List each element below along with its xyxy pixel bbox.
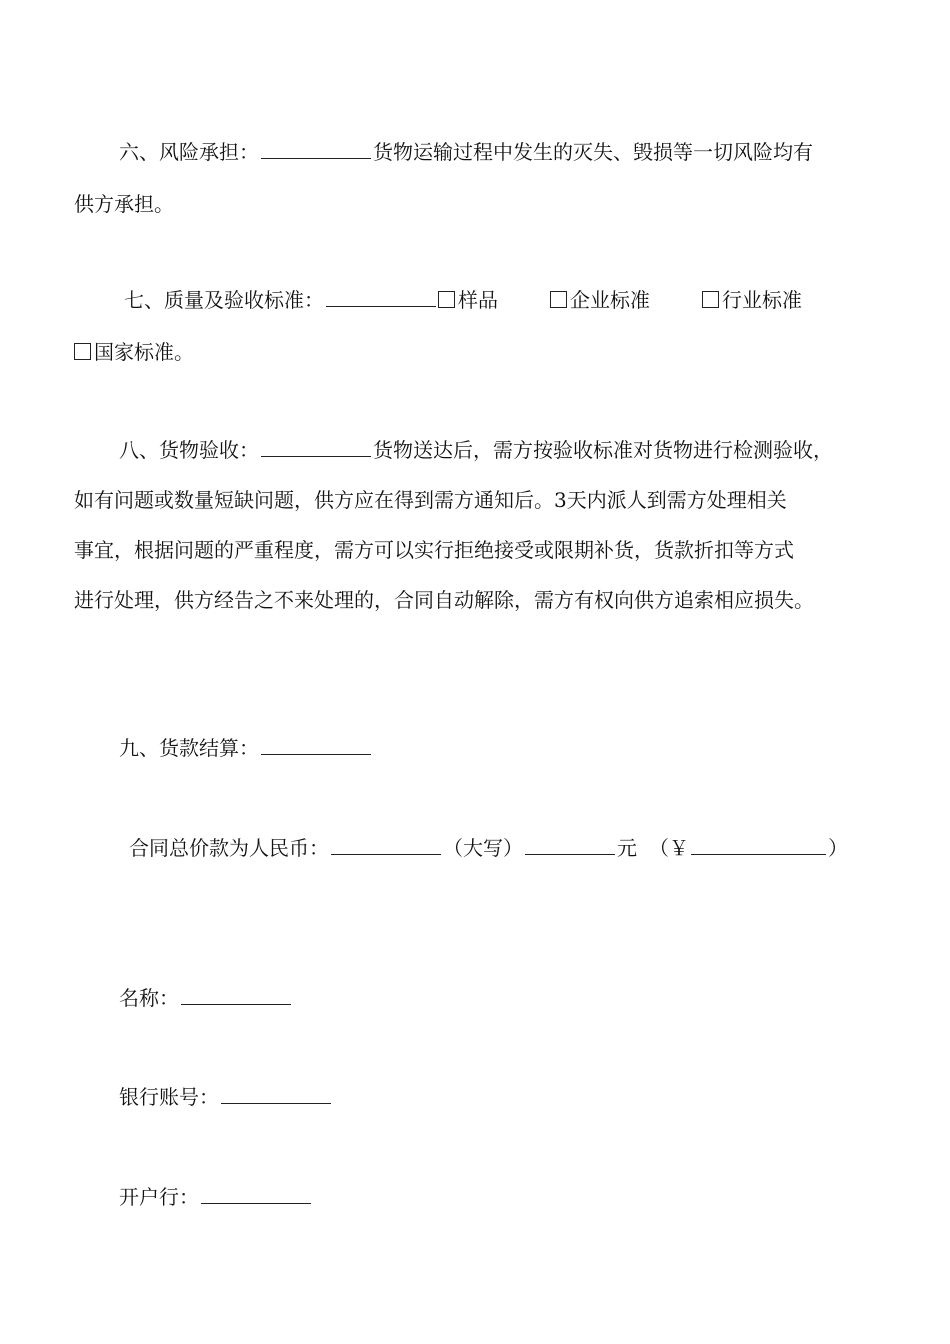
acceptance-text-1: 货物送达后，需方按验收标准对货物进行检测验收， [373, 438, 833, 462]
checkbox-sample[interactable] [438, 291, 455, 308]
acceptance-line-3 [74, 536, 794, 564]
total-price-label: 合同总价款为人民币： [129, 836, 329, 860]
bank-name-blank[interactable] [181, 984, 291, 1005]
daxie-amount-blank[interactable] [525, 834, 615, 855]
total-price-line [129, 834, 848, 862]
acceptance-text-2: 如有问题或数量短缺问题，供方应在得到需方通知后。3天内派人到需方处理相关 [74, 488, 787, 512]
yen-open: （￥ [649, 836, 689, 860]
yen-close: ） [828, 836, 848, 860]
risk-line-2 [74, 190, 174, 218]
bank-account-label: 银行账号： [119, 1085, 219, 1109]
payment-blank[interactable] [261, 734, 371, 755]
quality-blank[interactable] [326, 286, 436, 307]
acceptance-blank[interactable] [261, 436, 371, 457]
checkbox-industry-standard[interactable] [702, 291, 719, 308]
checkbox-national-standard[interactable] [74, 343, 91, 360]
risk-line-1 [119, 138, 813, 166]
bank-branch-label: 开户行： [119, 1185, 199, 1209]
yuan-label: 元 [617, 836, 637, 860]
acceptance-line-1 [119, 436, 833, 464]
daxie-label: （大写） [443, 836, 523, 860]
bank-name-line [119, 984, 293, 1012]
option-sample: 样品 [458, 288, 498, 312]
option-industry-standard: 行业标准 [722, 288, 802, 312]
bank-account-blank[interactable] [221, 1083, 331, 1104]
acceptance-line-2 [74, 486, 787, 514]
bank-name-label: 名称： [119, 986, 179, 1010]
acceptance-text-3: 事宜，根据问题的严重程度，需方可以实行拒绝接受或限期补货，货款折扣等方式 [74, 538, 794, 562]
risk-text: 货物运输过程中发生的灭失、毁损等一切风险均有 [373, 140, 813, 164]
risk-blank[interactable] [261, 138, 371, 159]
payment-label: 九、货款结算： [119, 736, 259, 760]
acceptance-text-4: 进行处理，供方经告之不来处理的，合同自动解除，需方有权向供方追索相应损失。 [74, 588, 814, 612]
risk-label: 六、风险承担： [119, 140, 259, 164]
acceptance-line-4 [74, 586, 814, 614]
risk-text-cont: 供方承担。 [74, 192, 174, 216]
option-enterprise-standard: 企业标准 [570, 288, 650, 312]
checkbox-enterprise-standard[interactable] [550, 291, 567, 308]
bank-account-line [119, 1083, 333, 1111]
yen-amount-blank[interactable] [691, 834, 826, 855]
acceptance-label: 八、货物验收： [119, 438, 259, 462]
bank-branch-blank[interactable] [201, 1183, 311, 1204]
payment-line [119, 734, 373, 762]
quality-line-2 [74, 338, 194, 366]
quality-label: 七、质量及验收标准： [124, 288, 324, 312]
option-national-standard: 国家标准。 [94, 340, 194, 364]
bank-branch-line [119, 1183, 313, 1211]
total-price-blank[interactable] [331, 834, 441, 855]
quality-line-1 [124, 286, 802, 314]
